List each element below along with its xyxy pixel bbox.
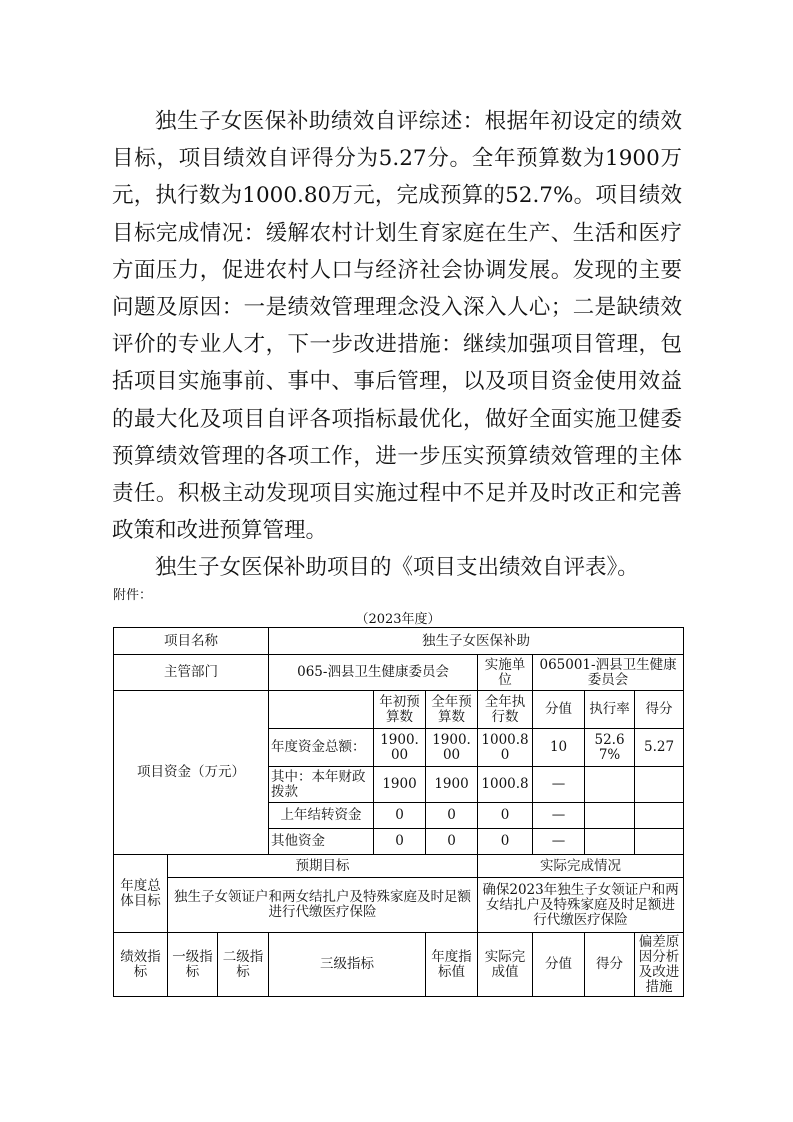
- impl-unit-value: 065001-泗县卫生健康委员会: [533, 655, 684, 691]
- header-blank: [269, 691, 374, 729]
- expected-goal-header: 预期目标: [168, 855, 478, 878]
- indicator-header-deviation: 偏差原因分析及改进措施: [635, 933, 684, 997]
- row-total-full-year: 1900.00: [426, 729, 478, 767]
- indicator-header-score: 得分: [585, 933, 635, 997]
- impl-unit-label: 实施单位: [478, 655, 533, 691]
- row-total-initial: 1900.00: [374, 729, 426, 767]
- row-carryover-executed: 0: [478, 803, 533, 829]
- header-executed: 全年执行数: [478, 691, 533, 729]
- funds-label: 项目资金（万元）: [114, 691, 269, 855]
- header-score: 得分: [635, 691, 684, 729]
- row-carryover-rate: [585, 803, 635, 829]
- row-total-rate: 52.67%: [585, 729, 635, 767]
- actual-header: 实际完成情况: [478, 855, 684, 878]
- expected-goal-text: 独生子女领证户和两女结扎户及特殊家庭及时足额进行代缴医疗保险: [168, 878, 478, 933]
- row-carryover-label: 上年结转资金: [269, 803, 374, 829]
- row-total-score: 5.27: [635, 729, 684, 767]
- self-evaluation-table: [113, 627, 684, 997]
- header-initial-budget: 年初预算数: [374, 691, 426, 729]
- summary-paragraph: 独生子女医保补助绩效自评综述：根据年初设定的绩效目标，项目绩效自评得分为5.27分。全年预算数为1900万元，执行数为1000.80万元，完成预算的52.7%。项目绩效目标完成情况：缓解农村计划生育家庭在生产、生活和医疗方面压力，促进农村人口与经济社会协调发展。发现的主要问题及原因：一是绩效管理理念没入深入人心；二是缺绩效评价的专业人才，下一步改进措施：继续加强项目管理，包括项目实施事前、事中、事后管理，以及项目资金使用效益的最大化及项目自评各项指标最优化，做好全面实施卫健委预算绩效管理的各项工作，进一步压实预算绩效管理的主体责任。积极主动发现项目实施过程中不足并及时改正和完善政策和改进预算管理。: [112, 109, 682, 544]
- row-fiscal-score: [635, 767, 684, 803]
- indicator-header-score-value: 分值: [533, 933, 585, 997]
- actual-text: 确保2023年独生子女领证户和两女结扎户及特殊家庭及时足额进行代缴医疗保险: [478, 878, 684, 933]
- indicator-header-kpi: 绩效指标: [114, 933, 168, 997]
- row-fiscal-executed: 1000.8: [478, 767, 533, 803]
- row-fiscal-score-value: —: [533, 767, 585, 803]
- year-label: （2023年度）: [355, 612, 441, 627]
- indicator-header-annual-value: 年度指标值: [426, 933, 478, 997]
- row-carryover-score: [635, 803, 684, 829]
- header-score-value: 分值: [533, 691, 585, 729]
- row-other-score-value: —: [533, 829, 585, 855]
- dept-label: 主管部门: [114, 655, 269, 691]
- row-total-score-value: 10: [533, 729, 585, 767]
- dept-value: 065-泗县卫生健康委员会: [269, 655, 478, 691]
- row-other-initial: 0: [374, 829, 426, 855]
- attachment-label: 附件：: [113, 588, 153, 603]
- row-carryover-initial: 0: [374, 803, 426, 829]
- attachment-sentence: 独生子女医保补助项目的《项目支出绩效自评表》。: [155, 555, 639, 580]
- row-other-rate: [585, 829, 635, 855]
- row-fiscal-initial: 1900: [374, 767, 426, 803]
- row-other-executed: 0: [478, 829, 533, 855]
- indicator-header-level1: 一级指标: [168, 933, 218, 997]
- row-other-label: 其他资金: [269, 829, 374, 855]
- annual-goal-label: 年度总体目标: [114, 855, 168, 933]
- header-exec-rate: 执行率: [585, 691, 635, 729]
- project-name-value: 独生子女医保补助: [269, 628, 684, 655]
- indicator-header-actual-value: 实际完成值: [478, 933, 533, 997]
- row-carryover-score-value: —: [533, 803, 585, 829]
- indicator-header-level2: 二级指标: [218, 933, 269, 997]
- project-name-label: 项目名称: [114, 628, 269, 655]
- header-full-year-budget: 全年预算数: [426, 691, 478, 729]
- row-fiscal-full-year: 1900: [426, 767, 478, 803]
- row-carryover-full-year: 0: [426, 803, 478, 829]
- row-total-label: 年度资金总额：: [269, 729, 374, 767]
- row-fiscal-rate: [585, 767, 635, 803]
- row-total-executed: 1000.80: [478, 729, 533, 767]
- row-other-full-year: 0: [426, 829, 478, 855]
- row-other-score: [635, 829, 684, 855]
- indicator-header-level3: 三级指标: [269, 933, 426, 997]
- row-fiscal-label: 其中：本年财政拨款: [269, 767, 374, 803]
